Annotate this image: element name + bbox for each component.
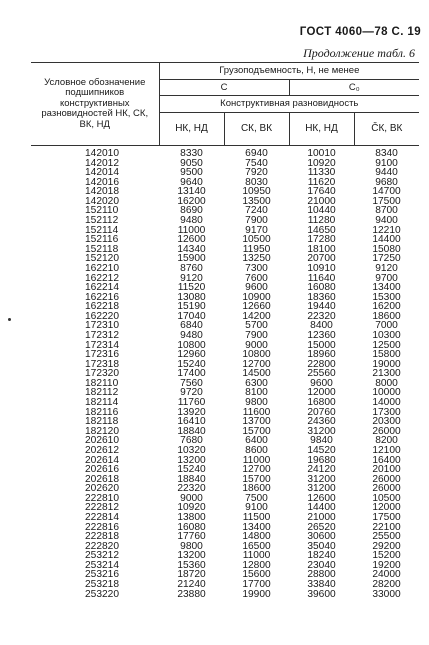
c-ck-bk-cell: 7900 (245, 329, 268, 341)
c-ck-bk-cell: 14200 (242, 310, 271, 322)
c-ck-bk-cell: 7300 (245, 262, 268, 274)
bearing-designation-cell: 142020 (85, 195, 119, 207)
c-hk-hd-cell: 8690 (180, 205, 203, 217)
c-hk-hd-cell: 9000 (180, 492, 203, 504)
column-header-ck-bk-c0: ČК, ВК (354, 113, 419, 146)
c-ck-bk-cell: 9100 (245, 502, 268, 514)
c-ck-bk-cell: 16500 (242, 540, 271, 552)
bearing-designation-cell: 152118 (85, 243, 119, 255)
c0-ck-bk-cell: 10500 (372, 492, 401, 504)
c-ck-bk-cell: 11600 (242, 406, 271, 418)
c-ck-bk-cell: 11000 (242, 550, 271, 562)
c-ck-bk-cell: 15700 (242, 473, 271, 485)
c0-ck-bk-cell: 24000 (372, 569, 401, 581)
c-hk-hd-cell: 10320 (177, 444, 206, 456)
bearing-designation-cell: 152116 (85, 234, 119, 246)
c0-ck-bk-cell: 9100 (375, 157, 398, 169)
bearing-designation-cell: 162216 (85, 291, 119, 303)
c-ck-bk-cell: 19900 (242, 588, 271, 600)
c-ck-bk-cell: 14500 (242, 368, 271, 380)
c-hk-hd-cell: 11520 (177, 282, 206, 294)
c0-ck-bk-cell: 21300 (372, 368, 401, 380)
bearing-designation-cell: 222814 (85, 511, 119, 523)
c0-ck-bk-cell: 18600 (372, 310, 401, 322)
dynamic-load-header: C (159, 80, 289, 96)
c0-hk-hd-cell: 12000 (307, 387, 336, 399)
c-ck-bk-cell: 12700 (242, 464, 271, 476)
c-hk-hd-cell: 9640 (180, 176, 203, 188)
c0-ck-bk-cell: 13400 (372, 282, 401, 294)
c0-ck-bk-cell: 12000 (372, 502, 401, 514)
c-ck-bk-cell: 7500 (245, 492, 268, 504)
bearing-designation-cell: 162220 (85, 310, 119, 322)
c0-hk-hd-cell: 18960 (307, 349, 336, 361)
c0-ck-bk-cell: 25500 (372, 531, 401, 543)
c0-hk-hd-cell: 14650 (307, 224, 336, 236)
c-hk-hd-cell: 13200 (177, 454, 206, 466)
bearing-designation-cell: 222818 (85, 531, 119, 543)
c0-ck-bk-cell: 7000 (375, 320, 398, 332)
c0-hk-hd-cell: 22800 (307, 358, 336, 370)
c-hk-hd-cell: 17040 (177, 310, 206, 322)
c0-ck-bk-cell: 26000 (372, 473, 401, 485)
c0-hk-hd-cell: 14520 (307, 444, 336, 456)
c-ck-bk-cell: 9800 (245, 397, 268, 409)
c-ck-bk-cell: 11950 (242, 243, 271, 255)
c-hk-hd-cell: 13140 (177, 186, 206, 198)
c0-hk-hd-cell: 20760 (307, 406, 336, 418)
c0-hk-hd-cell: 26520 (307, 521, 336, 533)
c0-ck-bk-cell: 8340 (375, 148, 398, 159)
bearing-designation-cell: 202618 (85, 473, 119, 485)
c-hk-hd-cell: 22320 (177, 483, 206, 495)
c-ck-bk-cell: 10950 (242, 186, 271, 198)
c-hk-hd-cell: 13800 (177, 511, 206, 523)
c0-ck-bk-cell: 26000 (372, 483, 401, 495)
c0-hk-hd-cell: 10920 (307, 157, 336, 169)
c0-hk-hd-cell: 14400 (307, 502, 336, 514)
c-hk-hd-cell: 18840 (177, 425, 206, 437)
bearing-designation-cell: 202610 (85, 435, 119, 447)
c-hk-hd-cell: 15360 (177, 559, 206, 571)
c-hk-hd-cell: 23880 (177, 588, 206, 600)
c-ck-bk-cell: 7540 (245, 157, 268, 169)
c0-hk-hd-cell: 19680 (307, 454, 336, 466)
c0-hk-hd-cell: 11280 (307, 215, 336, 227)
c0-ck-bk-cell: 10300 (372, 329, 401, 341)
c0-ck-bk-cell: 29200 (372, 540, 401, 552)
bearing-designation-cell: 202614 (85, 454, 119, 466)
c0-hk-hd-cell: 11620 (307, 176, 336, 188)
c-hk-hd-cell: 9120 (180, 272, 203, 284)
c-ck-bk-cell: 6940 (245, 148, 268, 159)
c-ck-bk-cell: 11500 (242, 511, 271, 523)
c-hk-hd-cell: 13080 (177, 291, 206, 303)
c0-ck-bk-cell: 12500 (372, 339, 401, 351)
c0-ck-bk-cell: 26000 (372, 425, 401, 437)
c-ck-bk-cell: 7600 (245, 272, 268, 284)
bearing-designation-cell: 253214 (85, 559, 119, 571)
c0-ck-bk-cell: 19200 (372, 559, 401, 571)
bearing-designation-cell: 253218 (85, 579, 119, 591)
c0-ck-bk-cell: 15800 (372, 349, 401, 361)
c-ck-bk-cell: 7920 (245, 167, 268, 179)
c0-ck-bk-cell: 19000 (372, 358, 401, 370)
c-hk-hd-cell: 15240 (177, 358, 206, 370)
bearing-designation-cell: 152120 (85, 253, 119, 265)
c-hk-hd-cell: 10800 (177, 339, 206, 351)
c0-hk-hd-cell: 21000 (307, 511, 336, 523)
load-capacity-header: Грузоподъемность, Н, не менее (159, 63, 419, 80)
c0-ck-bk-cell: 16400 (372, 454, 401, 466)
bearing-designation-cell: 182118 (85, 416, 119, 428)
c-ck-bk-cell: 7900 (245, 215, 268, 227)
c-hk-hd-cell: 9050 (180, 157, 203, 169)
c-ck-bk-cell: 15700 (242, 425, 271, 437)
c0-ck-bk-cell: 17500 (372, 195, 401, 207)
c0-ck-bk-cell: 22100 (372, 521, 401, 533)
c0-ck-bk-cell: 12210 (372, 224, 401, 236)
c-hk-hd-cell: 10920 (177, 502, 206, 514)
bearing-designation-cell: 172310 (85, 320, 119, 332)
c0-ck-bk-cell: 20100 (372, 464, 401, 476)
c-hk-hd-cell: 6840 (180, 320, 203, 332)
c0-ck-bk-cell: 17500 (372, 511, 401, 523)
c0-ck-bk-cell: 8200 (375, 435, 398, 447)
c0-ck-bk-cell: 8000 (375, 377, 398, 389)
c-hk-hd-cell: 9480 (180, 329, 203, 341)
c-ck-bk-cell: 12800 (242, 559, 271, 571)
c-ck-bk-cell: 10800 (242, 349, 271, 361)
c0-hk-hd-cell: 18240 (307, 550, 336, 562)
bearing-designation-cell: 162210 (85, 262, 119, 274)
c0-hk-hd-cell: 16800 (307, 397, 336, 409)
c-hk-hd-cell: 13920 (177, 406, 206, 418)
c0-hk-hd-cell: 11330 (307, 167, 336, 179)
c-hk-hd-cell: 21240 (177, 579, 206, 591)
c-ck-bk-cell: 10500 (242, 234, 271, 246)
c0-hk-hd-cell: 10440 (307, 205, 336, 217)
c0-hk-hd-cell: 39600 (307, 588, 336, 600)
c0-ck-bk-cell: 17300 (372, 406, 401, 418)
c0-hk-hd-cell: 28800 (307, 569, 336, 581)
c-ck-bk-cell: 8600 (245, 444, 268, 456)
column-header-hk-hd-c: НК, НД (159, 113, 224, 146)
c0-hk-hd-cell: 11640 (307, 272, 336, 284)
bearing-designation-cell: 182120 (85, 425, 119, 437)
bearing-designation-cell: 202616 (85, 464, 119, 476)
column-header-ck-bk-c: СК, ВК (224, 113, 289, 146)
c0-ck-bk-cell: 14400 (372, 234, 401, 246)
bearing-designation-cell: 172312 (85, 329, 119, 341)
c-hk-hd-cell: 15240 (177, 464, 206, 476)
c-hk-hd-cell: 17400 (177, 368, 206, 380)
bearing-designation-cell: 142014 (85, 167, 119, 179)
c-hk-hd-cell: 15190 (177, 301, 206, 313)
c-hk-hd-cell: 13200 (177, 550, 206, 562)
c0-ck-bk-cell: 9120 (375, 262, 398, 274)
table-body (31, 146, 419, 600)
c0-ck-bk-cell: 14700 (372, 186, 401, 198)
c-ck-bk-cell: 9170 (245, 224, 268, 236)
c0-hk-hd-cell: 31200 (307, 483, 336, 495)
c0-ck-bk-cell: 20300 (372, 416, 401, 428)
c-ck-bk-cell: 17700 (242, 579, 271, 591)
bearing-designation-cell: 162212 (85, 272, 119, 284)
bearing-designation-cell: 172314 (85, 339, 119, 351)
bearing-load-table (31, 62, 419, 599)
bearing-designation-cell: 253212 (85, 550, 119, 562)
bearing-designation-cell: 162218 (85, 301, 119, 313)
bearing-designation-cell: 172316 (85, 349, 119, 361)
c-hk-hd-cell: 12600 (177, 234, 206, 246)
c-ck-bk-cell: 5700 (245, 320, 268, 332)
c0-hk-hd-cell: 20700 (307, 253, 336, 265)
c-hk-hd-cell: 18720 (177, 569, 206, 581)
c0-hk-hd-cell: 9840 (310, 435, 333, 447)
bearing-designation-cell: 172320 (85, 368, 119, 380)
c0-hk-hd-cell: 23040 (307, 559, 336, 571)
bearing-designation-cell: 152114 (85, 224, 119, 236)
c0-ck-bk-cell: 16200 (372, 301, 401, 313)
c-hk-hd-cell: 14340 (177, 243, 206, 255)
bearing-designation-cell: 142012 (85, 157, 119, 169)
c-hk-hd-cell: 8330 (180, 148, 203, 159)
c-ck-bk-cell: 18600 (242, 483, 271, 495)
c-ck-bk-cell: 13700 (242, 416, 271, 428)
c0-ck-bk-cell: 14000 (372, 397, 401, 409)
c-hk-hd-cell: 9500 (180, 167, 203, 179)
c0-ck-bk-cell: 9700 (375, 272, 398, 284)
c-hk-hd-cell: 16410 (177, 416, 206, 428)
c0-hk-hd-cell: 21000 (307, 195, 336, 207)
c0-hk-hd-cell: 10010 (307, 148, 336, 159)
bearing-designation-cell: 222816 (85, 521, 119, 533)
c0-hk-hd-cell: 12360 (307, 329, 336, 341)
c0-ck-bk-cell: 33000 (372, 588, 401, 600)
bearing-designation-cell: 152112 (85, 215, 119, 227)
bearing-designation-cell: 142018 (85, 186, 119, 198)
c-hk-hd-cell: 15900 (177, 253, 206, 265)
c-ck-bk-cell: 7240 (245, 205, 268, 217)
designation-header: Условное обозначение подшипников конструктивных разновидностей НК, СК, ВК, НД (31, 63, 159, 146)
scan-mark (8, 318, 11, 321)
c-ck-bk-cell: 12660 (242, 301, 271, 313)
c-ck-bk-cell: 8030 (245, 176, 268, 188)
c0-hk-hd-cell: 18360 (307, 291, 336, 303)
c-ck-bk-cell: 9600 (245, 282, 268, 294)
c0-hk-hd-cell: 22320 (307, 310, 336, 322)
c0-hk-hd-cell: 10910 (307, 262, 336, 274)
c0-ck-bk-cell: 15200 (372, 550, 401, 562)
c-ck-bk-cell: 11000 (242, 454, 271, 466)
c-hk-hd-cell: 17760 (177, 531, 206, 543)
c-hk-hd-cell: 11000 (177, 224, 206, 236)
bearing-designation-cell: 253216 (85, 569, 119, 581)
bearing-designation-cell: 202612 (85, 444, 119, 456)
c0-hk-hd-cell: 18100 (307, 243, 336, 255)
c0-hk-hd-cell: 16080 (307, 282, 336, 294)
c0-hk-hd-cell: 9600 (310, 377, 333, 389)
bearing-designation-cell: 182110 (85, 377, 119, 389)
c0-hk-hd-cell: 15000 (307, 339, 336, 351)
bearing-designation-cell: 152110 (85, 205, 119, 217)
c0-ck-bk-cell: 9440 (375, 167, 398, 179)
c0-ck-bk-cell: 15300 (372, 291, 401, 303)
c0-ck-bk-cell: 8700 (375, 205, 398, 217)
c0-ck-bk-cell: 15080 (372, 243, 401, 255)
bearing-designation-cell: 182114 (85, 397, 119, 409)
c-ck-bk-cell: 15600 (242, 569, 271, 581)
bearing-designation-cell: 182112 (85, 387, 119, 399)
variety-header: Конструктивная разновидность (159, 96, 419, 113)
c-hk-hd-cell: 7680 (180, 435, 203, 447)
c-ck-bk-cell: 6300 (245, 377, 268, 389)
bearing-designation-cell: 142010 (85, 148, 119, 159)
c0-hk-hd-cell: 31200 (307, 425, 336, 437)
c-ck-bk-cell: 6400 (245, 435, 268, 447)
bearing-designation-cell: 172318 (85, 358, 119, 370)
c0-hk-hd-cell: 33840 (307, 579, 336, 591)
c0-hk-hd-cell: 17280 (307, 234, 336, 246)
c-ck-bk-cell: 8100 (245, 387, 268, 399)
bearing-designation-cell: 142016 (85, 176, 119, 188)
c0-hk-hd-cell: 19440 (307, 301, 336, 313)
bearing-designation-cell: 222810 (85, 492, 119, 504)
c-ck-bk-cell: 13250 (242, 253, 271, 265)
c0-hk-hd-cell: 30600 (307, 531, 336, 543)
table-row (31, 590, 419, 600)
bearing-designation-cell: 182116 (85, 406, 119, 418)
c-hk-hd-cell: 12960 (177, 349, 206, 361)
c0-ck-bk-cell: 17250 (372, 253, 401, 265)
bearing-designation-cell: 222812 (85, 502, 119, 514)
c0-hk-hd-cell: 25560 (307, 368, 336, 380)
c-ck-bk-cell: 13500 (242, 195, 271, 207)
column-header-hk-hd-c0: НК, НД (289, 113, 354, 146)
c-ck-bk-cell: 13400 (242, 521, 271, 533)
c-hk-hd-cell: 7560 (180, 377, 203, 389)
c-hk-hd-cell: 16080 (177, 521, 206, 533)
c-hk-hd-cell: 16200 (177, 195, 206, 207)
c0-hk-hd-cell: 12600 (307, 492, 336, 504)
bearing-designation-cell: 202620 (85, 483, 119, 495)
c-ck-bk-cell: 12700 (242, 358, 271, 370)
c0-ck-bk-cell: 28200 (372, 579, 401, 591)
c0-hk-hd-cell: 8400 (310, 320, 333, 332)
c0-ck-bk-cell: 9400 (375, 215, 398, 227)
c-ck-bk-cell: 10900 (242, 291, 271, 303)
bearing-designation-cell: 253220 (85, 588, 119, 600)
c0-ck-bk-cell: 12100 (372, 444, 401, 456)
c-hk-hd-cell: 18840 (177, 473, 206, 485)
c0-ck-bk-cell: 9680 (375, 176, 398, 188)
page-header: ГОСТ 4060—78 С. 19 (299, 26, 421, 38)
table-continuation-caption: Продолжение табл. 6 (303, 46, 415, 60)
bearing-designation-cell: 222820 (85, 540, 119, 552)
c0-hk-hd-cell: 31200 (307, 473, 336, 485)
c0-hk-hd-cell: 24360 (307, 416, 336, 428)
c-hk-hd-cell: 9720 (180, 387, 203, 399)
c0-hk-hd-cell: 35040 (307, 540, 336, 552)
c-hk-hd-cell: 11760 (177, 397, 206, 409)
table-row (31, 146, 419, 159)
c-hk-hd-cell: 9800 (180, 540, 203, 552)
c0-hk-hd-cell: 17640 (307, 186, 336, 198)
bearing-designation-cell: 162214 (85, 282, 119, 294)
c-hk-hd-cell: 9480 (180, 215, 203, 227)
c-hk-hd-cell: 8760 (180, 262, 203, 274)
c-ck-bk-cell: 14800 (242, 531, 271, 543)
c0-hk-hd-cell: 24120 (307, 464, 336, 476)
static-load-header: C₀ (289, 80, 419, 96)
c-ck-bk-cell: 9000 (245, 339, 268, 351)
c0-ck-bk-cell: 10000 (372, 387, 401, 399)
